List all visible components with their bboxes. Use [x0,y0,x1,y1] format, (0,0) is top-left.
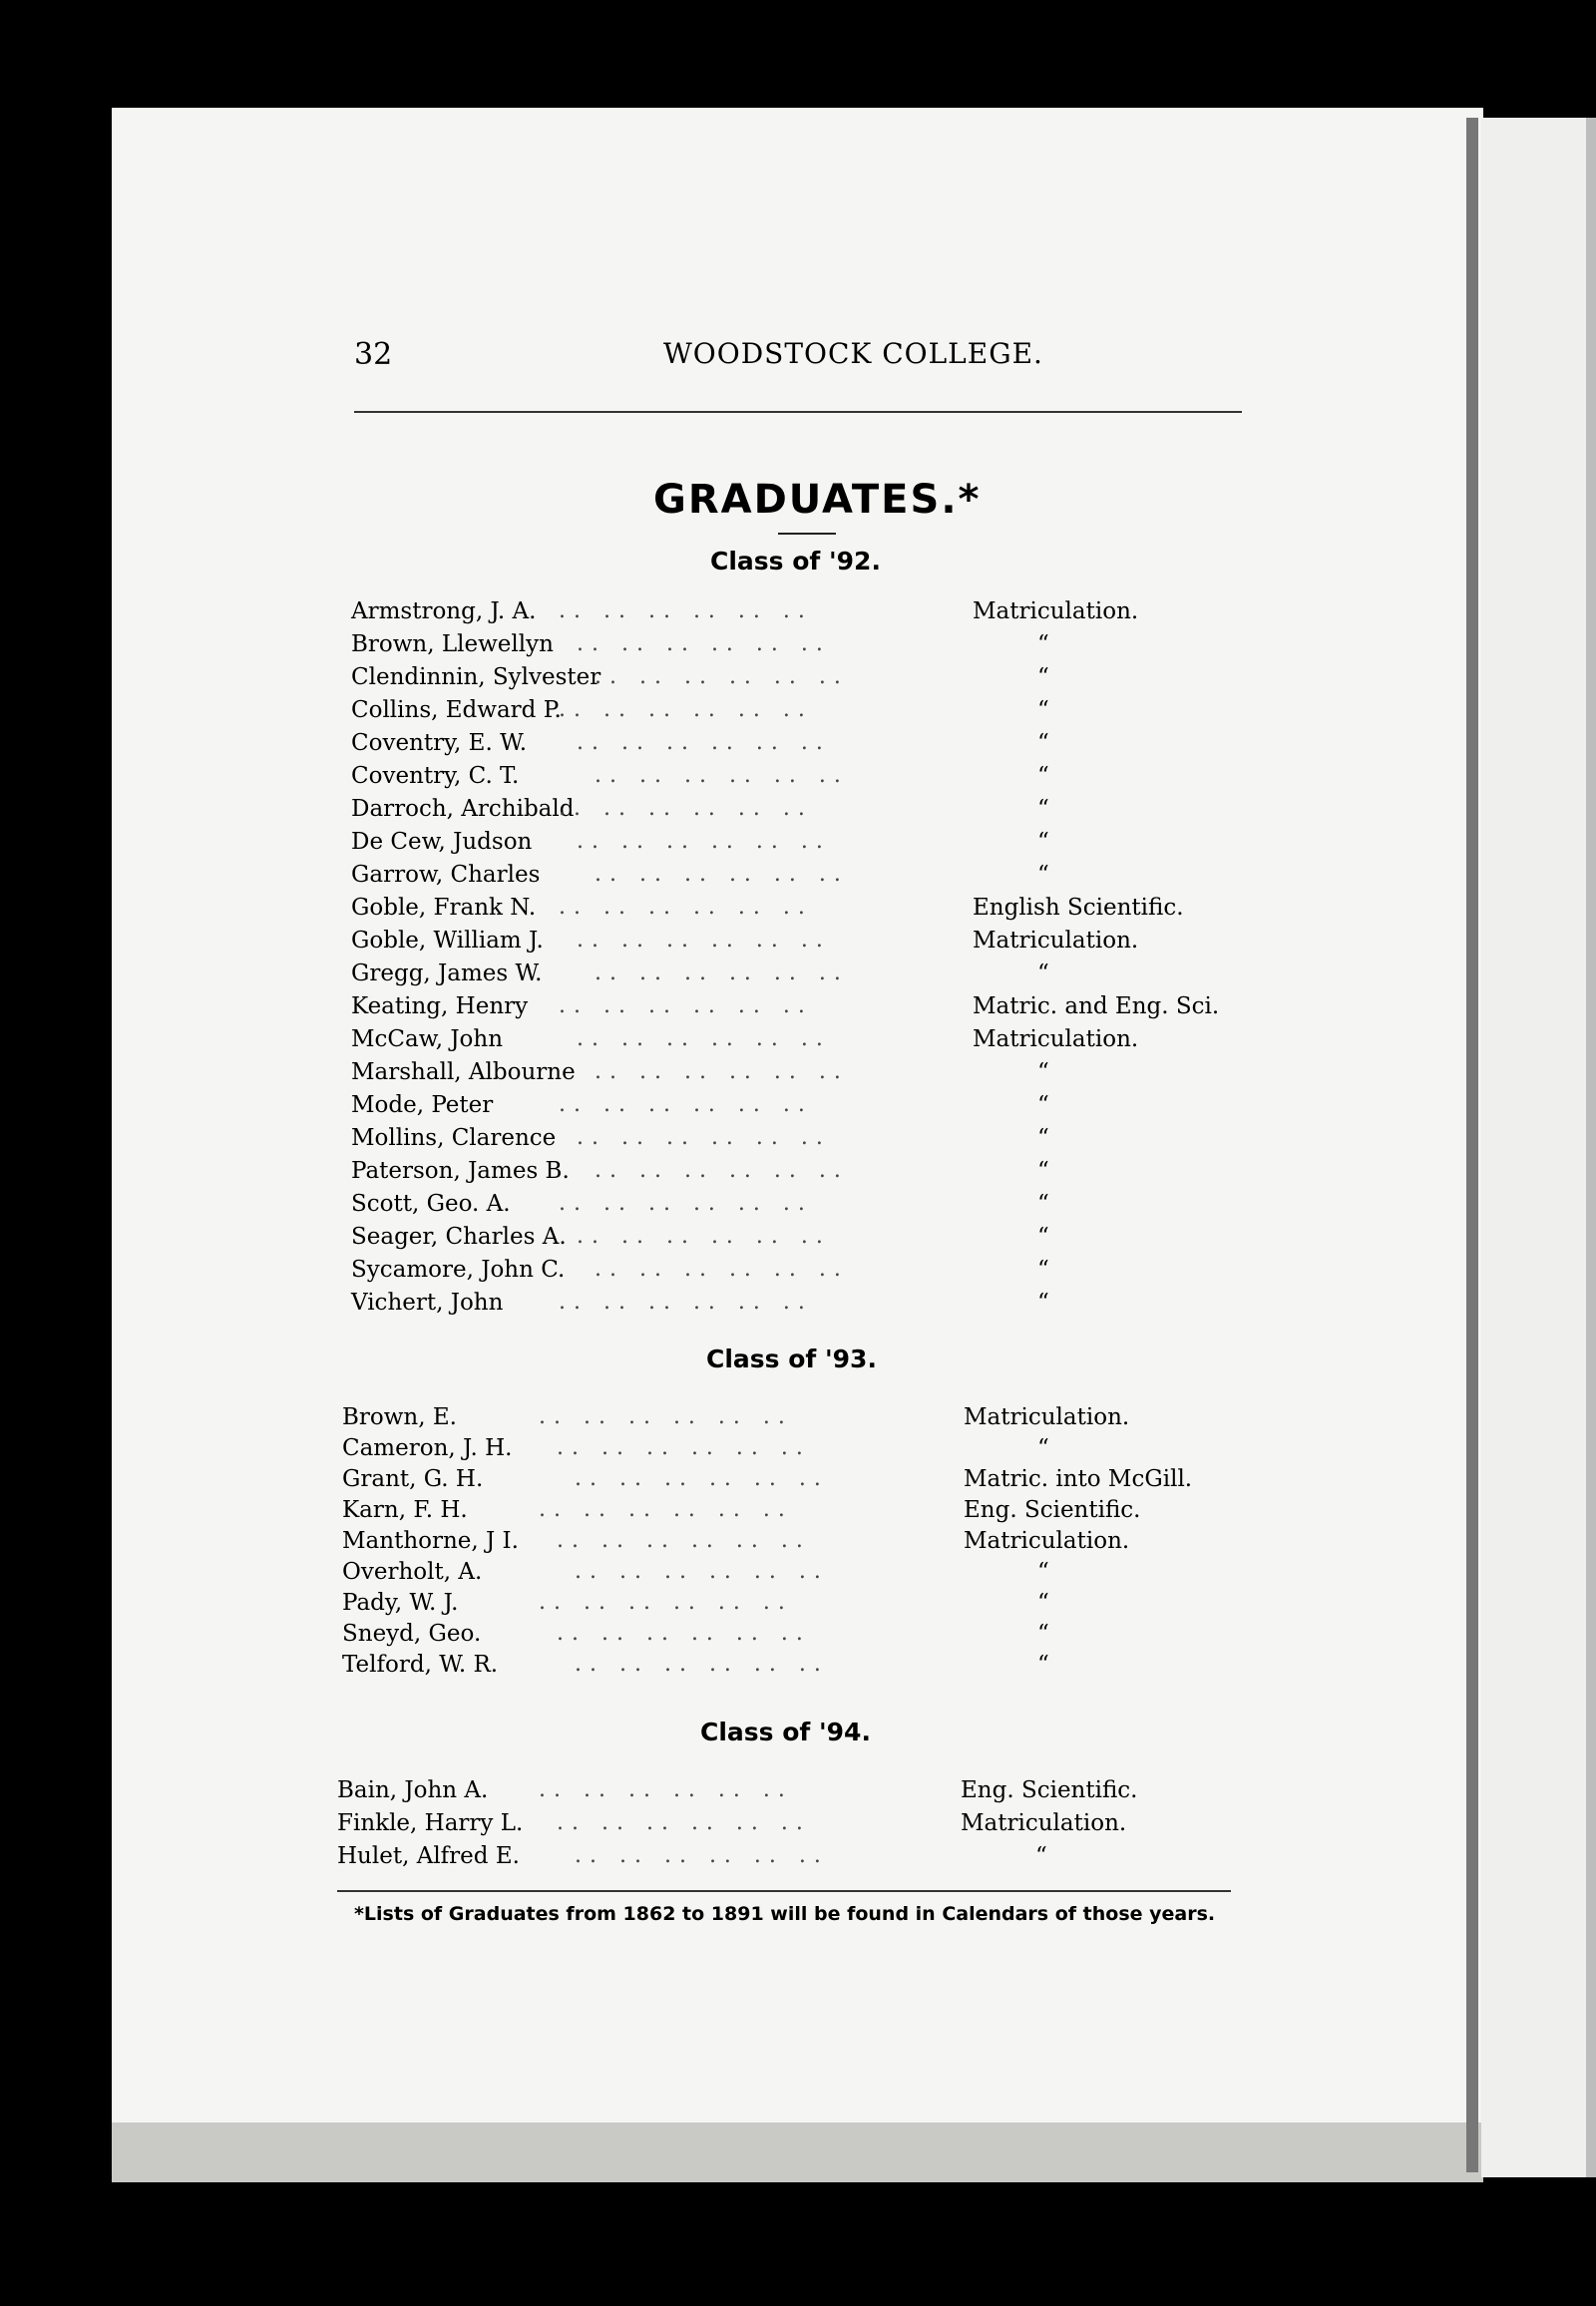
leader-dots: .. .. .. .. .. .. [559,1092,813,1117]
graduate-name: Gregg, James W. [351,961,543,986]
graduate-row [0,697,1596,730]
graduate-name: McCaw, John [351,1026,504,1052]
graduate-row [0,1590,1596,1623]
leader-dots: .. .. .. .. .. .. [559,697,813,722]
leader-dots: .. .. .. .. .. .. [577,730,831,755]
course-of-study: “ [1037,1224,1049,1250]
graduate-row [0,796,1596,829]
course-of-study: Eng. Scientific. [964,1497,1141,1523]
graduate-name: Manthorne, J I. [342,1528,519,1554]
course-of-study: Eng. Scientific. [961,1777,1138,1803]
title-rule [778,533,836,535]
graduate-name: Pady, W. J. [342,1590,459,1616]
graduate-name: Paterson, James B. [351,1158,570,1184]
leader-dots: .. .. .. .. .. .. [559,1290,813,1315]
graduate-row [0,928,1596,961]
course-of-study: “ [1037,1621,1049,1647]
graduate-row [0,1125,1596,1158]
leader-dots: .. .. .. .. .. .. [577,829,831,854]
graduate-name: Karn, F. H. [342,1497,468,1523]
graduate-name: Marshall, Albourne [351,1059,576,1085]
leader-dots: .. .. .. .. .. .. [577,928,831,953]
graduate-row [0,862,1596,895]
graduate-name: Overholt, A. [342,1559,483,1585]
course-of-study: “ [1037,796,1049,822]
graduate-name: Finkle, Harry L. [337,1810,524,1836]
graduate-name: Coventry, E. W. [351,730,528,756]
graduate-row [0,598,1596,631]
course-of-study: “ [1037,730,1049,756]
course-of-study: Matric. into McGill. [964,1466,1193,1492]
course-of-study: “ [1035,1843,1047,1869]
course-of-study: “ [1037,631,1049,657]
graduate-name: Grant, G. H. [342,1466,484,1492]
page-number: 32 [354,337,393,372]
course-of-study: Matriculation. [973,928,1139,954]
leader-dots: .. .. .. .. .. .. [539,1590,793,1615]
graduate-row [0,1224,1596,1257]
graduate-name: Armstrong, J. A. [351,598,537,624]
graduate-name: Brown, E. [342,1404,457,1430]
course-of-study: Matric. and Eng. Sci. [973,993,1220,1019]
course-of-study: “ [1037,1125,1049,1151]
page-header [354,337,1242,387]
page-title: GRADUATES.* [653,477,982,523]
running-title: WOODSTOCK COLLEGE. [663,337,1043,370]
course-of-study: “ [1037,1191,1049,1217]
graduate-row [0,664,1596,697]
course-of-study: Matriculation. [961,1810,1127,1836]
graduate-row [0,1290,1596,1323]
graduate-row [0,993,1596,1026]
leader-dots: .. .. .. .. .. .. [595,961,849,985]
graduate-name: Scott, Geo. A. [351,1191,511,1217]
graduate-name: Telford, W. R. [342,1652,499,1678]
graduate-name: Clendinnin, Sylvester [351,664,601,690]
leader-dots: .. .. .. .. .. .. [557,1621,811,1646]
leader-dots: .. .. .. .. .. .. [595,1059,849,1084]
course-of-study: “ [1037,1435,1049,1461]
leader-dots: .. .. .. .. .. .. [575,1652,829,1677]
graduate-row [0,1059,1596,1092]
leader-dots: .. .. .. .. .. .. [575,1466,829,1491]
graduate-name: Darroch, Archibald [351,796,575,822]
leader-dots: .. .. .. .. .. .. [539,1497,793,1522]
graduate-row [0,1466,1596,1499]
graduate-name: Seager, Charles A. [351,1224,567,1250]
graduate-name: Bain, John A. [337,1777,489,1803]
graduate-row [0,1528,1596,1561]
leader-dots: .. .. .. .. .. .. [557,1435,811,1460]
leader-dots: .. .. .. .. .. .. [559,895,813,920]
footnote: *Lists of Graduates from 1862 to 1891 will be found in Calendars of those years. [354,1903,1216,1925]
graduate-name: Collins, Edward P. [351,697,562,723]
graduate-name: Mollins, Clarence [351,1125,557,1151]
graduate-row [0,1810,1596,1843]
graduate-row [0,1191,1596,1224]
graduate-row [0,1652,1596,1685]
graduate-name: Goble, Frank N. [351,895,537,921]
graduate-row [0,829,1596,862]
graduate-row [0,1777,1596,1810]
course-of-study: “ [1037,829,1049,855]
course-of-study: English Scientific. [973,895,1184,921]
leader-dots: .. .. .. .. .. .. [575,1843,829,1868]
graduate-name: Cameron, J. H. [342,1435,513,1461]
leader-dots: .. .. .. .. .. .. [595,1158,849,1183]
course-of-study: “ [1037,1652,1049,1678]
leader-dots: .. .. .. .. .. .. [595,862,849,887]
footnote-rule [337,1890,1231,1892]
leader-dots: .. .. .. .. .. .. [539,1404,793,1429]
course-of-study: “ [1037,763,1049,789]
course-of-study: “ [1037,697,1049,723]
leader-dots: .. .. .. .. .. .. [595,1257,849,1282]
graduate-row [0,1621,1596,1654]
graduate-row [0,961,1596,993]
graduate-name: Vichert, John [351,1290,504,1316]
course-of-study: “ [1037,1290,1049,1316]
graduate-row [0,631,1596,664]
leader-dots: .. .. .. .. .. .. [559,796,813,821]
course-of-study: “ [1037,1158,1049,1184]
leader-dots: .. .. .. .. .. .. [595,664,849,689]
leader-dots: .. .. .. .. .. .. [577,1026,831,1051]
course-of-study: “ [1037,1059,1049,1085]
class-heading: Class of '94. [700,1718,871,1746]
leader-dots: .. .. .. .. .. .. [595,763,849,788]
graduate-name: Mode, Peter [351,1092,494,1118]
graduate-name: Hulet, Alfred E. [337,1843,520,1869]
graduate-row [0,1092,1596,1125]
course-of-study: Matriculation. [973,598,1139,624]
leader-dots: .. .. .. .. .. .. [559,1191,813,1216]
leader-dots: .. .. .. .. .. .. [559,993,813,1018]
leader-dots: .. .. .. .. .. .. [575,1559,829,1584]
course-of-study: “ [1037,961,1049,986]
graduate-row [0,1026,1596,1059]
course-of-study: Matriculation. [964,1404,1130,1430]
leader-dots: .. .. .. .. .. .. [539,1777,793,1802]
course-of-study: Matriculation. [973,1026,1139,1052]
graduate-row [0,1843,1596,1876]
course-of-study: “ [1037,862,1049,888]
graduate-row [0,1497,1596,1530]
graduate-row [0,1404,1596,1437]
graduate-name: Coventry, C. T. [351,763,520,789]
leader-dots: .. .. .. .. .. .. [559,598,813,623]
graduate-name: Brown, Llewellyn [351,631,554,657]
graduate-row [0,895,1596,928]
course-of-study: “ [1037,1092,1049,1118]
graduate-row [0,763,1596,796]
graduate-name: Sycamore, John C. [351,1257,566,1283]
graduate-name: Garrow, Charles [351,862,541,888]
course-of-study: “ [1037,1590,1049,1616]
graduate-name: Sneyd, Geo. [342,1621,482,1647]
leader-dots: .. .. .. .. .. .. [577,1125,831,1150]
leader-dots: .. .. .. .. .. .. [557,1810,811,1835]
leader-dots: .. .. .. .. .. .. [557,1528,811,1553]
graduate-name: De Cew, Judson [351,829,533,855]
leader-dots: .. .. .. .. .. .. [577,631,831,656]
leader-dots: .. .. .. .. .. .. [577,1224,831,1249]
class-heading: Class of '92. [710,547,881,576]
header-rule [354,411,1242,413]
course-of-study: Matriculation. [964,1528,1130,1554]
course-of-study: “ [1037,664,1049,690]
course-of-study: “ [1037,1257,1049,1283]
graduate-row [0,1257,1596,1290]
graduate-name: Goble, William J. [351,928,544,954]
course-of-study: “ [1037,1559,1049,1585]
graduate-name: Keating, Henry [351,993,529,1019]
graduate-row [0,1435,1596,1468]
graduate-row [0,1158,1596,1191]
class-heading: Class of '93. [706,1345,877,1373]
graduate-row [0,730,1596,763]
graduate-row [0,1559,1596,1592]
